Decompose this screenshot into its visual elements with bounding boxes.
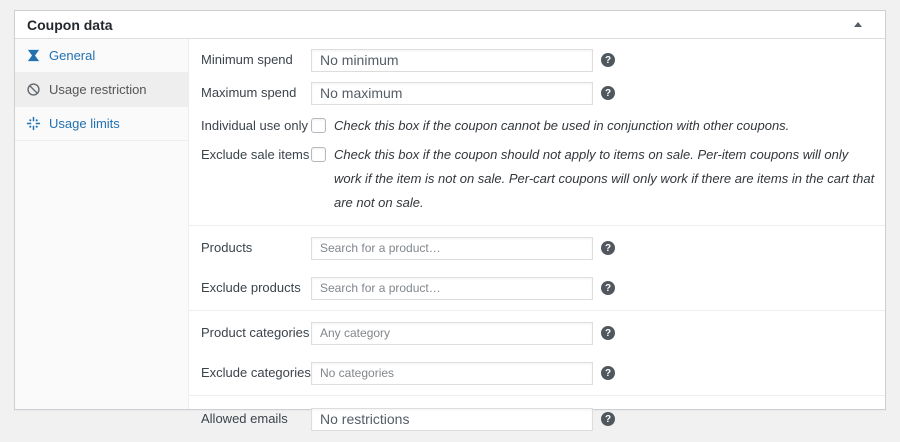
allowed-emails-input[interactable] [311, 408, 593, 431]
categories-section [189, 310, 885, 395]
exclude-sale-items-checkbox[interactable] [311, 147, 326, 162]
row-exclude-categories [189, 361, 885, 385]
individual-use-checkbox[interactable] [311, 118, 326, 133]
tab-general[interactable] [15, 39, 188, 73]
tab-label: Usage limits [49, 116, 120, 131]
help-tip-icon[interactable]: ? [601, 326, 615, 340]
coupon-tabs [15, 39, 189, 409]
tab-usage-limits[interactable] [15, 107, 188, 141]
checkbox-description: Check this box if the coupon should not apply to items on sale. Per-item coupons will only work if the item is not on sale. Per-cart coupons will only work if there are items in the cart that are not on sale. [334, 147, 875, 210]
emails-section [189, 395, 885, 442]
usage-restriction-panel [189, 39, 885, 426]
products-section [189, 225, 885, 310]
row-individual-use-only [189, 114, 885, 138]
tab-label: Usage restriction [49, 82, 147, 97]
field-label: Allowed emails [201, 411, 288, 426]
exclude-products-search-input[interactable] [311, 277, 593, 300]
field-label: Exclude categories [201, 365, 311, 380]
tab-usage-restriction[interactable] [15, 73, 188, 107]
row-exclude-products [189, 276, 885, 300]
help-tip-icon[interactable]: ? [601, 366, 615, 380]
exclude-categories-input[interactable] [311, 362, 593, 385]
help-tip-icon[interactable]: ? [601, 86, 615, 100]
product-categories-input[interactable] [311, 322, 593, 345]
crosshair-icon [26, 116, 41, 131]
tab-label: General [49, 48, 96, 63]
field-label: Products [201, 240, 253, 255]
field-label: Exclude products [201, 280, 301, 295]
checkbox-description: Check this box if the coupon cannot be used in conjunction with other coupons. [334, 118, 790, 133]
coupon-data-metabox [14, 10, 886, 426]
collapse-toggle-button[interactable] [843, 11, 873, 39]
field-label: Individual use only [201, 118, 308, 133]
arrow-up-icon [854, 22, 862, 27]
metabox-title: Coupon data [27, 16, 113, 33]
minimum-spend-input[interactable] [311, 49, 593, 72]
help-tip-icon[interactable]: ? [601, 53, 615, 67]
metabox-header [15, 11, 885, 39]
field-label: Product categories [201, 325, 310, 340]
help-tip-icon[interactable]: ? [601, 241, 615, 255]
field-label: Maximum spend [201, 85, 297, 100]
row-product-categories [189, 321, 885, 345]
panel-body [15, 39, 885, 426]
maximum-spend-input[interactable] [311, 82, 593, 105]
row-products [189, 236, 885, 260]
field-label: Minimum spend [201, 52, 293, 67]
help-tip-icon[interactable]: ? [601, 281, 615, 295]
field-label: Exclude sale items [201, 147, 310, 162]
row-exclude-sale-items [189, 143, 885, 215]
coupon-ticket-icon [26, 48, 41, 63]
no-entry-icon [26, 82, 41, 97]
spend-and-flags-section [189, 39, 885, 225]
row-maximum-spend [189, 81, 885, 105]
help-tip-icon[interactable]: ? [601, 412, 615, 426]
row-minimum-spend [189, 48, 885, 72]
products-search-input[interactable] [311, 237, 593, 260]
row-allowed-emails [189, 407, 885, 431]
